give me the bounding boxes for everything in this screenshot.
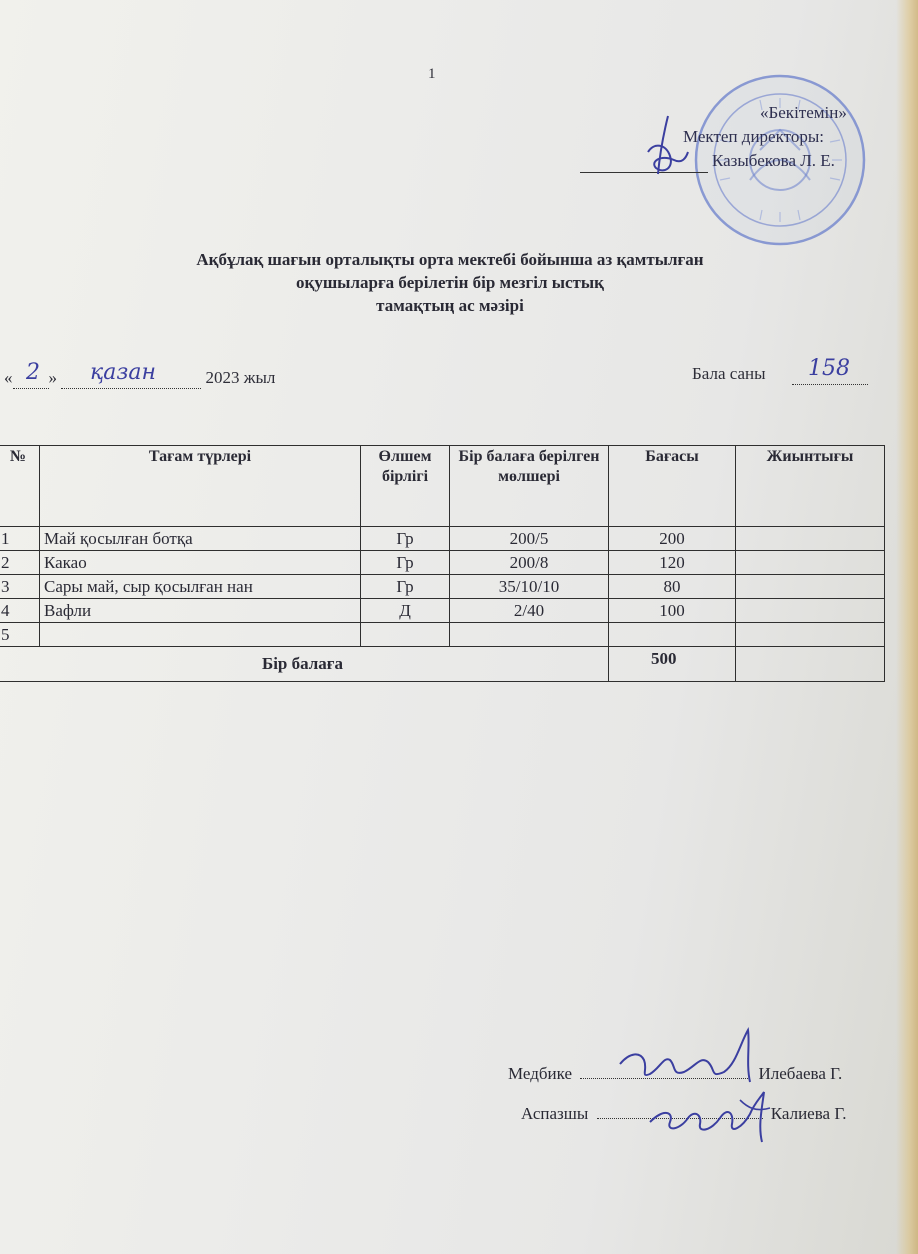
row-unit: Гр	[361, 575, 450, 599]
row-price: 120	[609, 551, 736, 575]
row-price: 100	[609, 599, 736, 623]
table-row	[0, 575, 885, 599]
header-total: Жиынтығы	[736, 446, 885, 527]
header-portion: Бір балаға берілген мөлшері	[450, 446, 609, 527]
title-line-2: оқушыларға берілетін бір мезгіл ыстық	[296, 273, 604, 292]
menu-table	[0, 445, 885, 682]
row-num: 5	[0, 623, 40, 647]
row-unit: Д	[361, 599, 450, 623]
row-unit: Гр	[361, 551, 450, 575]
children-count-label: Бала саны	[692, 364, 766, 383]
row-total	[736, 575, 885, 599]
header-num: №	[0, 446, 40, 527]
row-portion: 200/8	[450, 551, 609, 575]
cook-role: Аспазшы	[521, 1104, 589, 1123]
row-price: 80	[609, 575, 736, 599]
row-name: Сары май, сыр қосылған нан	[40, 575, 361, 599]
table-footer-row	[0, 647, 885, 682]
row-total	[736, 599, 885, 623]
header-unit: Өлшем бірлігі	[361, 446, 450, 527]
row-total	[736, 527, 885, 551]
director-signature	[630, 112, 710, 182]
row-portion: 35/10/10	[450, 575, 609, 599]
row-portion	[450, 623, 609, 647]
row-num: 4	[0, 599, 40, 623]
row-total	[736, 623, 885, 647]
header-price: Бағасы	[609, 446, 736, 527]
table-row	[0, 527, 885, 551]
cook-signature	[630, 1078, 790, 1148]
table-row	[0, 623, 885, 647]
date-day-handwritten: 2	[26, 360, 40, 385]
row-total	[736, 551, 885, 575]
table-header-row	[0, 446, 885, 527]
row-portion: 200/5	[450, 527, 609, 551]
row-num: 1	[0, 527, 40, 551]
children-count-handwritten: 158	[808, 356, 850, 381]
approval-title: «Бекітемін»	[760, 103, 847, 122]
row-price	[609, 623, 736, 647]
row-num: 3	[0, 575, 40, 599]
approval-name: Казыбекова Л. Е.	[712, 151, 835, 170]
footer-label: Бір балаға	[0, 647, 609, 682]
row-name: Какао	[40, 551, 361, 575]
date-close-quote: »	[48, 368, 57, 387]
nurse-name: Илебаева Г.	[758, 1064, 843, 1083]
row-num: 2	[0, 551, 40, 575]
table-row	[0, 551, 885, 575]
row-price: 200	[609, 527, 736, 551]
row-name	[40, 623, 361, 647]
footer-total	[736, 647, 885, 682]
date-open-quote: «	[4, 368, 13, 387]
title-line-3: тамақтың ас мәзірі	[376, 296, 524, 315]
header-name: Тағам түрлері	[40, 446, 361, 527]
row-unit: Гр	[361, 527, 450, 551]
document-title	[0, 248, 880, 317]
date-month-handwritten: қазан	[90, 360, 157, 385]
row-name: Май қосылған ботқа	[40, 527, 361, 551]
approval-role: Мектеп директоры:	[683, 127, 824, 146]
children-count-line	[792, 384, 868, 385]
date-year: 2023 жыл	[205, 368, 276, 387]
title-line-1: Ақбұлақ шағын орталықты орта мектебі бойынша аз қамтылған	[196, 250, 704, 269]
table-row	[0, 599, 885, 623]
page-edge-shadow	[896, 0, 918, 1254]
nurse-role: Медбике	[508, 1064, 572, 1083]
row-unit	[361, 623, 450, 647]
cook-name: Калиева Г.	[770, 1104, 847, 1123]
row-portion: 2/40	[450, 599, 609, 623]
page-number: 1	[428, 66, 436, 82]
footer-value: 500	[609, 647, 736, 682]
row-name: Вафли	[40, 599, 361, 623]
